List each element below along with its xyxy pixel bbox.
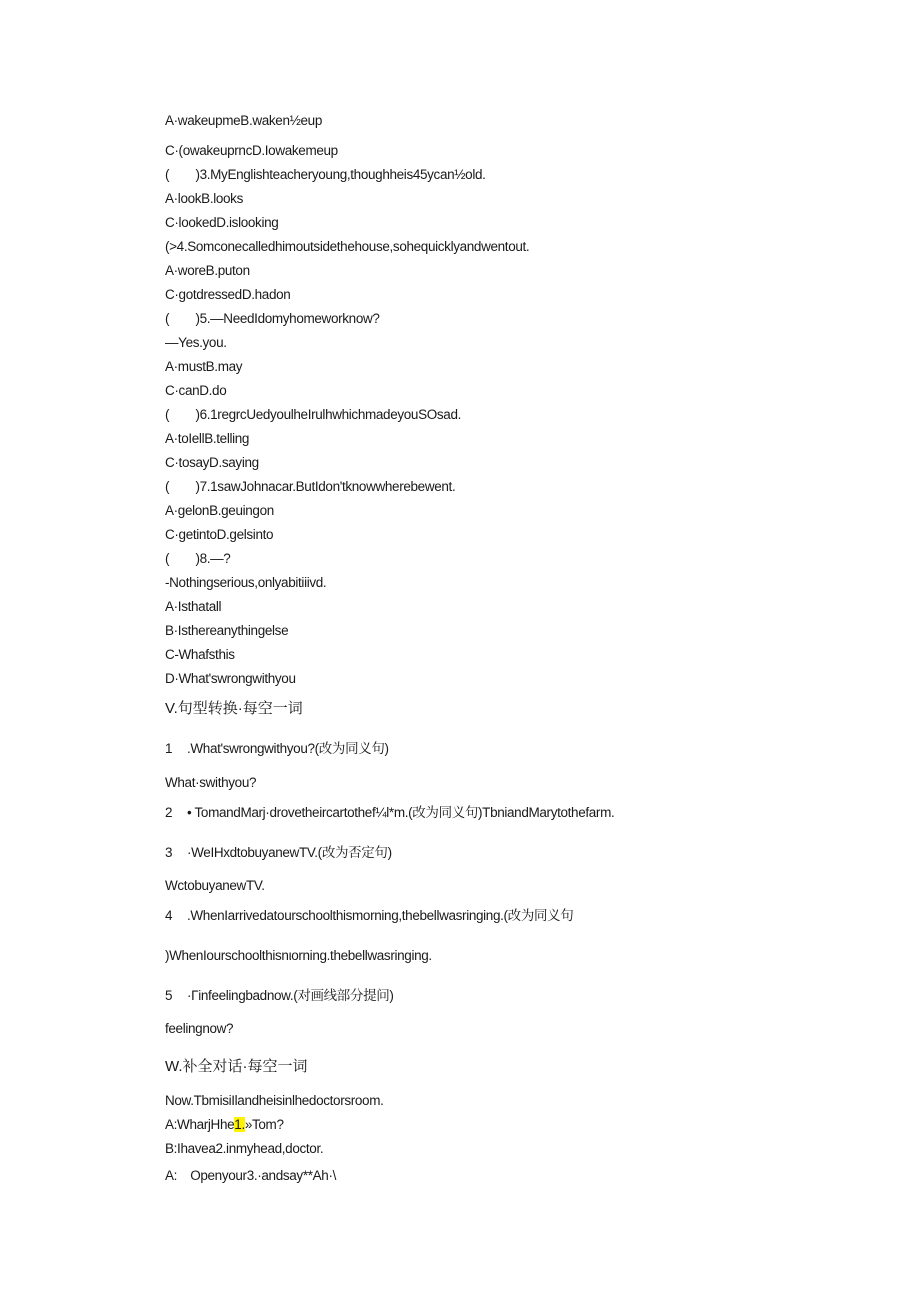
- exercise-item: [165, 907, 573, 925]
- dialogue-line: —Yes.you.: [165, 335, 227, 350]
- item-number: 4: [165, 908, 173, 923]
- question-line: ( )7.1sawJohnacar.ButIdon'tknowwherebewent.: [165, 479, 456, 494]
- exercise-item: [165, 740, 389, 758]
- item-text: .WhenIarrivedatourschoolthismorning,thebellwasringing.(改为同义句: [187, 908, 574, 923]
- question-line: ( )6.1regrcUedyoulheIrulhwhichmadeyouSOsad.: [165, 407, 461, 422]
- dialogue-text: A:WharjHhe: [165, 1117, 235, 1132]
- question-line: ( )3.MyEnglishteacheryoung,thoughheis45ycan½old.: [165, 167, 486, 182]
- item-number: 5: [165, 988, 173, 1003]
- option-line: C·(owakeuprncD.Iowakemeup: [165, 143, 338, 158]
- answer-line: What·swithyou?: [165, 775, 257, 790]
- option-line: A·woreB.puton: [165, 263, 250, 278]
- answer-line: )WhenIourschoolthisnιorning.thebellwasringing.: [165, 948, 432, 963]
- exercise-item: [165, 844, 392, 862]
- exercise-item: [165, 987, 394, 1005]
- option-line: C·tosayD.saying: [165, 455, 259, 470]
- option-line: A·gelonB.geuingon: [165, 503, 274, 518]
- dialogue-line: -Nothingserious,onlyabitiiivd.: [165, 575, 327, 590]
- option-line: A·lookB.looks: [165, 191, 243, 206]
- option-line: A·wakeupmeB.waken½eup: [165, 113, 322, 128]
- item-text: ·Γinfeelingbadnow.(对画线部分提问): [187, 988, 394, 1003]
- option-line: C-Whafsthis: [165, 647, 235, 662]
- option-line: C·lookedD.islooking: [165, 215, 279, 230]
- section-heading: V.句型转换·每空一词: [165, 700, 303, 717]
- item-number: 2: [165, 805, 173, 820]
- dialogue-line: A: Openyour3.·andsay**Ah·\: [165, 1168, 336, 1183]
- option-line: A·toIellB.telling: [165, 431, 250, 446]
- dialogue-intro: Now.TbmisiIlandheisinlhedoctorsroom.: [165, 1093, 384, 1108]
- option-line: D·What'swrongwithyou: [165, 671, 296, 686]
- exercise-item: [165, 804, 614, 822]
- item-text: • TomandMarj·drovetheircartothef¼l*m.(改为同义句)TbniandMarytothefarm.: [187, 805, 615, 820]
- answer-line: WctobuyanewTV.: [165, 878, 265, 893]
- question-line: ( )5.—NeedIdomyhomeworknow?: [165, 311, 380, 326]
- question-line: ( )8.—?: [165, 551, 231, 566]
- item-text: .What'swrongwithyou?(改为同义句): [187, 741, 389, 756]
- dialogue-line: [165, 1116, 284, 1134]
- item-number: 3: [165, 845, 173, 860]
- item-text: ·WeIHxdtobuyanewTV.(改为否定句): [187, 845, 392, 860]
- option-line: A·mustB.may: [165, 359, 243, 374]
- highlighted-blank: 1.: [234, 1117, 245, 1132]
- option-line: B·Isthereanythingelse: [165, 623, 289, 638]
- section-heading: W.补全对话·每空一词: [165, 1058, 308, 1075]
- option-line: C·gotdressedD.hadon: [165, 287, 291, 302]
- option-line: A·Isthatall: [165, 599, 222, 614]
- dialogue-line: B:Ihavea2.inmyhead,doctor.: [165, 1141, 324, 1156]
- item-number: 1: [165, 741, 173, 756]
- answer-line: feelingnow?: [165, 1021, 234, 1036]
- option-line: C·canD.do: [165, 383, 227, 398]
- option-line: C·getintoD.gelsinto: [165, 527, 274, 542]
- dialogue-text: »Tom?: [244, 1117, 284, 1132]
- question-line: (>4.Somconecalledhimoutsidethehouse,sohequicklyandwentout.: [165, 239, 530, 254]
